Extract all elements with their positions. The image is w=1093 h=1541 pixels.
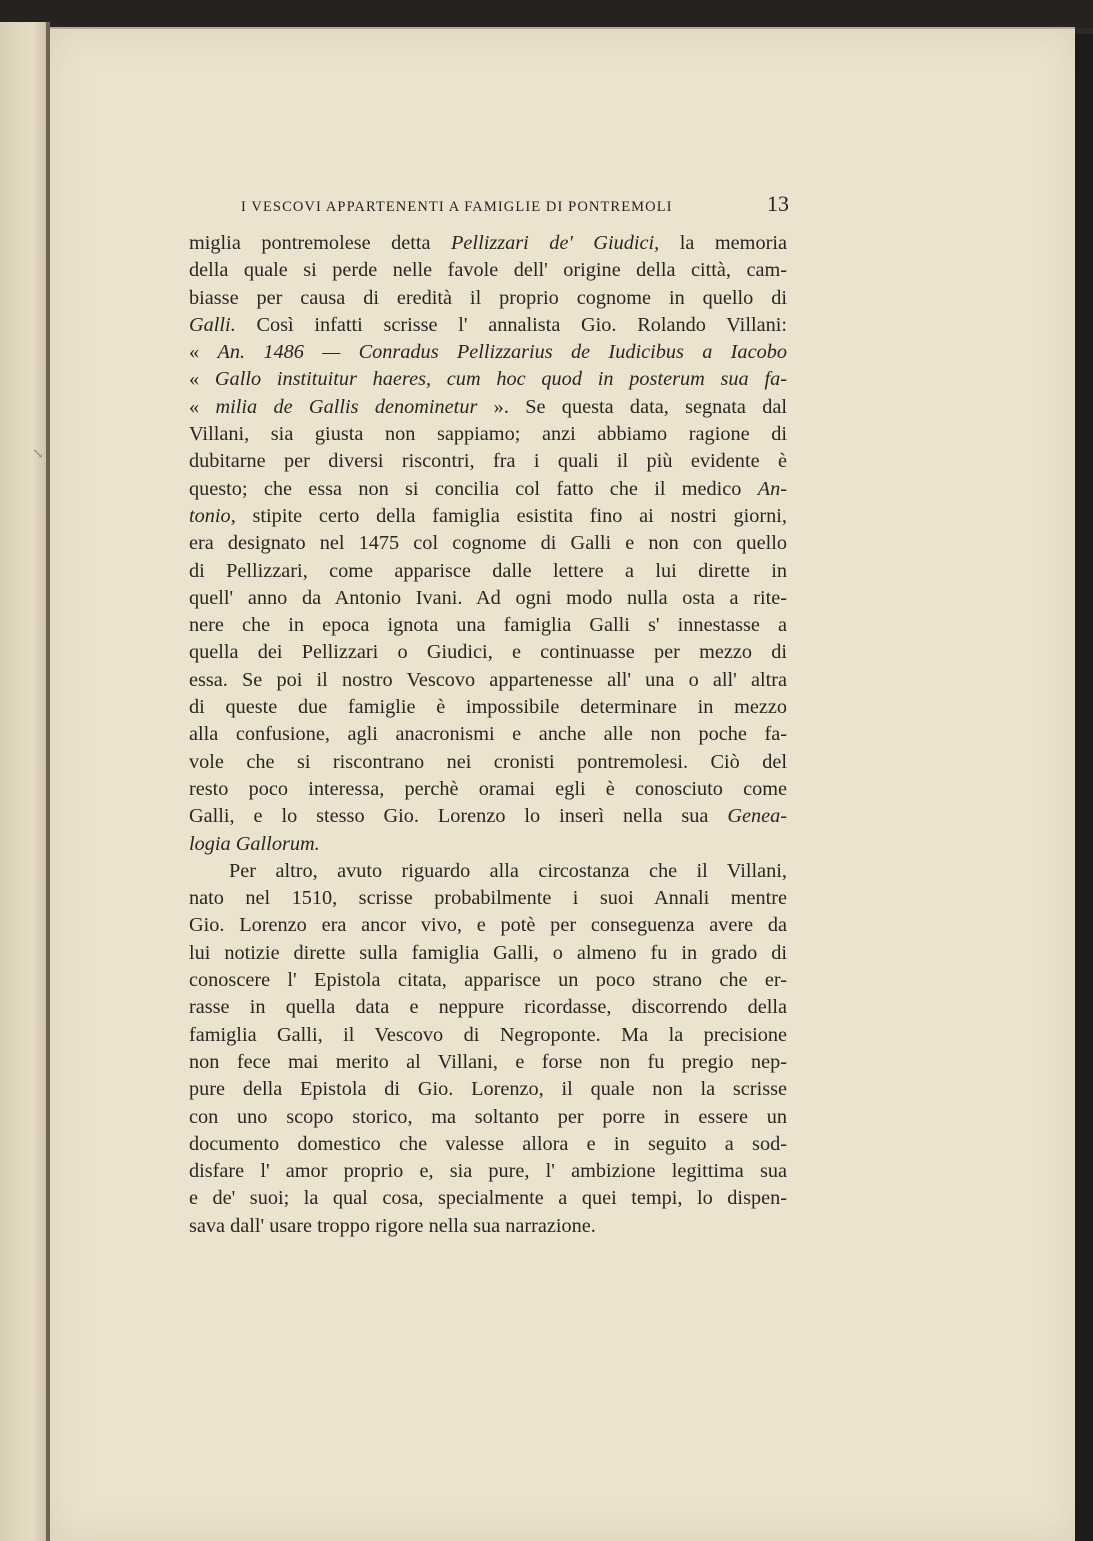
text-line — [189, 803, 787, 830]
text-line — [189, 994, 787, 1021]
text-line — [189, 1131, 787, 1158]
text-run: biasse per causa di eredità il proprio cognome in quello di — [189, 286, 787, 309]
text-line — [189, 285, 787, 312]
scan-right-edge — [1075, 34, 1093, 1541]
text-line — [189, 639, 787, 666]
text-line — [189, 394, 787, 421]
text-line — [189, 694, 787, 721]
text-run: « — [189, 368, 215, 391]
text-run: Così infatti scrisse l' annalista Gio. Rolando Villani: — [235, 313, 787, 336]
running-head: I VESCOVI APPARTENENTI A FAMIGLIE DI PONTREMOLI — [241, 199, 673, 215]
text-run: miglia pontremolese detta — [189, 232, 452, 254]
page-header — [241, 191, 789, 221]
text-line — [189, 558, 787, 585]
margin-mark: ↘ — [32, 447, 44, 462]
text-run: conoscere l' Epistola citata, apparisce un poco strano che er- — [189, 969, 787, 992]
text-line — [189, 1158, 787, 1185]
text-line — [189, 721, 787, 748]
text-run: alla confusione, agli anacronismi e anche alle non poche fa- — [189, 723, 787, 746]
text-line — [189, 858, 787, 885]
text-run: della quale si perde nelle favole dell' origine della città, cam- — [189, 259, 787, 282]
text-run: nato nel 1510, scrisse probabilmente i suoi Annali mentre — [189, 887, 787, 910]
text-run: nere che in epoca ignota una famiglia Galli s' innestasse a — [189, 614, 787, 637]
text-run: quella dei Pellizzari o Giudici, e continuasse per mezzo di — [189, 641, 787, 664]
text-line — [189, 230, 787, 257]
text-run: stipite certo della famiglia esistita fino ai nostri giorni, — [235, 504, 787, 527]
page-number: 13 — [767, 191, 789, 216]
text-line — [189, 1076, 787, 1103]
text-run: « — [189, 395, 216, 418]
italic-text: Pellizzari de' Giudici, — [451, 232, 660, 254]
text-run: ». Se questa data, segnata dal — [477, 395, 787, 418]
text-run: Per altro, avuto riguardo alla circostanza che il Villani, — [229, 859, 787, 882]
text-run: vole che si riscontrano nei cronisti pontremolesi. Ciò del — [189, 750, 787, 773]
text-line — [189, 448, 787, 475]
text-line — [189, 967, 787, 994]
text-run: lui notizie dirette sulla famiglia Galli, o almeno fu in grado di — [189, 941, 787, 964]
text-line — [189, 585, 787, 612]
text-run: essa. Se poi il nostro Vescovo appartenesse all' una o all' altra — [189, 668, 787, 691]
text-line — [189, 1022, 787, 1049]
text-run: Gio. Lorenzo era ancor vivo, e potè per conseguenza avere da — [189, 914, 787, 937]
text-run: documento domestico che valesse allora e in seguito a sod- — [189, 1132, 787, 1155]
text-line — [189, 1104, 787, 1131]
text-run: disfare l' amor proprio e, sia pure, l' ambizione legittima sua — [189, 1160, 787, 1183]
text-line — [189, 257, 787, 284]
text-line — [189, 1049, 787, 1076]
body-text — [189, 230, 787, 1240]
facing-page-edge — [0, 22, 46, 1541]
text-run: di queste due famiglie è impossibile determinare in mezzo — [189, 696, 787, 719]
text-line — [189, 339, 787, 366]
text-run: quell' anno da Antonio Ivani. Ad ogni modo nulla osta a rite- — [189, 586, 787, 609]
text-line — [189, 366, 787, 393]
italic-text: logia Gallorum. — [189, 832, 320, 855]
italic-text: Gallo instituitur haeres, cum hoc quod in posterum sua fa- — [214, 368, 787, 391]
text-run: la memoria — [659, 232, 787, 254]
text-run: resto poco interessa, perchè oramai egli è conosciuto come — [189, 777, 787, 800]
text-run: « — [189, 341, 218, 364]
text-line — [189, 912, 787, 939]
text-line — [189, 885, 787, 912]
italic-text: Galli. — [189, 313, 236, 336]
text-line — [189, 1185, 787, 1212]
text-run: dubitarne per diversi riscontri, fra i quali il più evidente è — [189, 450, 787, 473]
text-line — [189, 421, 787, 448]
text-line — [189, 503, 787, 530]
text-line — [189, 312, 787, 339]
scan-top-edge — [0, 0, 1093, 28]
text-run: pure della Epistola di Gio. Lorenzo, il quale non la scrisse — [189, 1078, 787, 1101]
text-run: questo; che essa non si concilia col fatto che il medico — [189, 477, 758, 500]
text-line — [189, 776, 787, 803]
text-run: e de' suoi; la qual cosa, specialmente a quei tempi, lo dispen- — [189, 1187, 787, 1210]
text-run: di Pellizzari, come apparisce dalle lettere a lui dirette in — [189, 559, 787, 582]
page-top-edge — [50, 27, 1075, 29]
italic-text: tonio, — [189, 504, 236, 527]
italic-text: An. 1486 — Conradus Pellizzarius de Iudicibus a Iacobo — [217, 341, 787, 364]
italic-text: Genea- — [727, 805, 787, 828]
text-run: sava dall' usare troppo rigore nella sua narrazione. — [189, 1214, 596, 1237]
text-run: famiglia Galli, il Vescovo di Negroponte. Ma la precisione — [189, 1023, 787, 1046]
italic-text: An- — [757, 477, 787, 500]
text-line — [189, 940, 787, 967]
text-run: non fece mai merito al Villani, e forse non fu pregio nep- — [189, 1050, 787, 1073]
text-line — [189, 831, 787, 858]
text-line — [189, 749, 787, 776]
text-line — [189, 476, 787, 503]
text-run: Villani, sia giusta non sappiamo; anzi abbiamo ragione di — [189, 423, 787, 446]
text-run: era designato nel 1475 col cognome di Galli e non con quello — [189, 532, 787, 555]
text-line — [189, 667, 787, 694]
text-line — [189, 530, 787, 557]
text-run: Galli, e lo stesso Gio. Lorenzo lo inserì nella sua — [189, 805, 728, 828]
text-run: con uno scopo storico, ma soltanto per porre in essere un — [189, 1105, 787, 1128]
text-run: rasse in quella data e neppure ricordasse, discorrendo della — [189, 996, 787, 1019]
text-line — [189, 1213, 787, 1240]
text-line — [189, 612, 787, 639]
italic-text: milia de Gallis denominetur — [215, 395, 478, 418]
